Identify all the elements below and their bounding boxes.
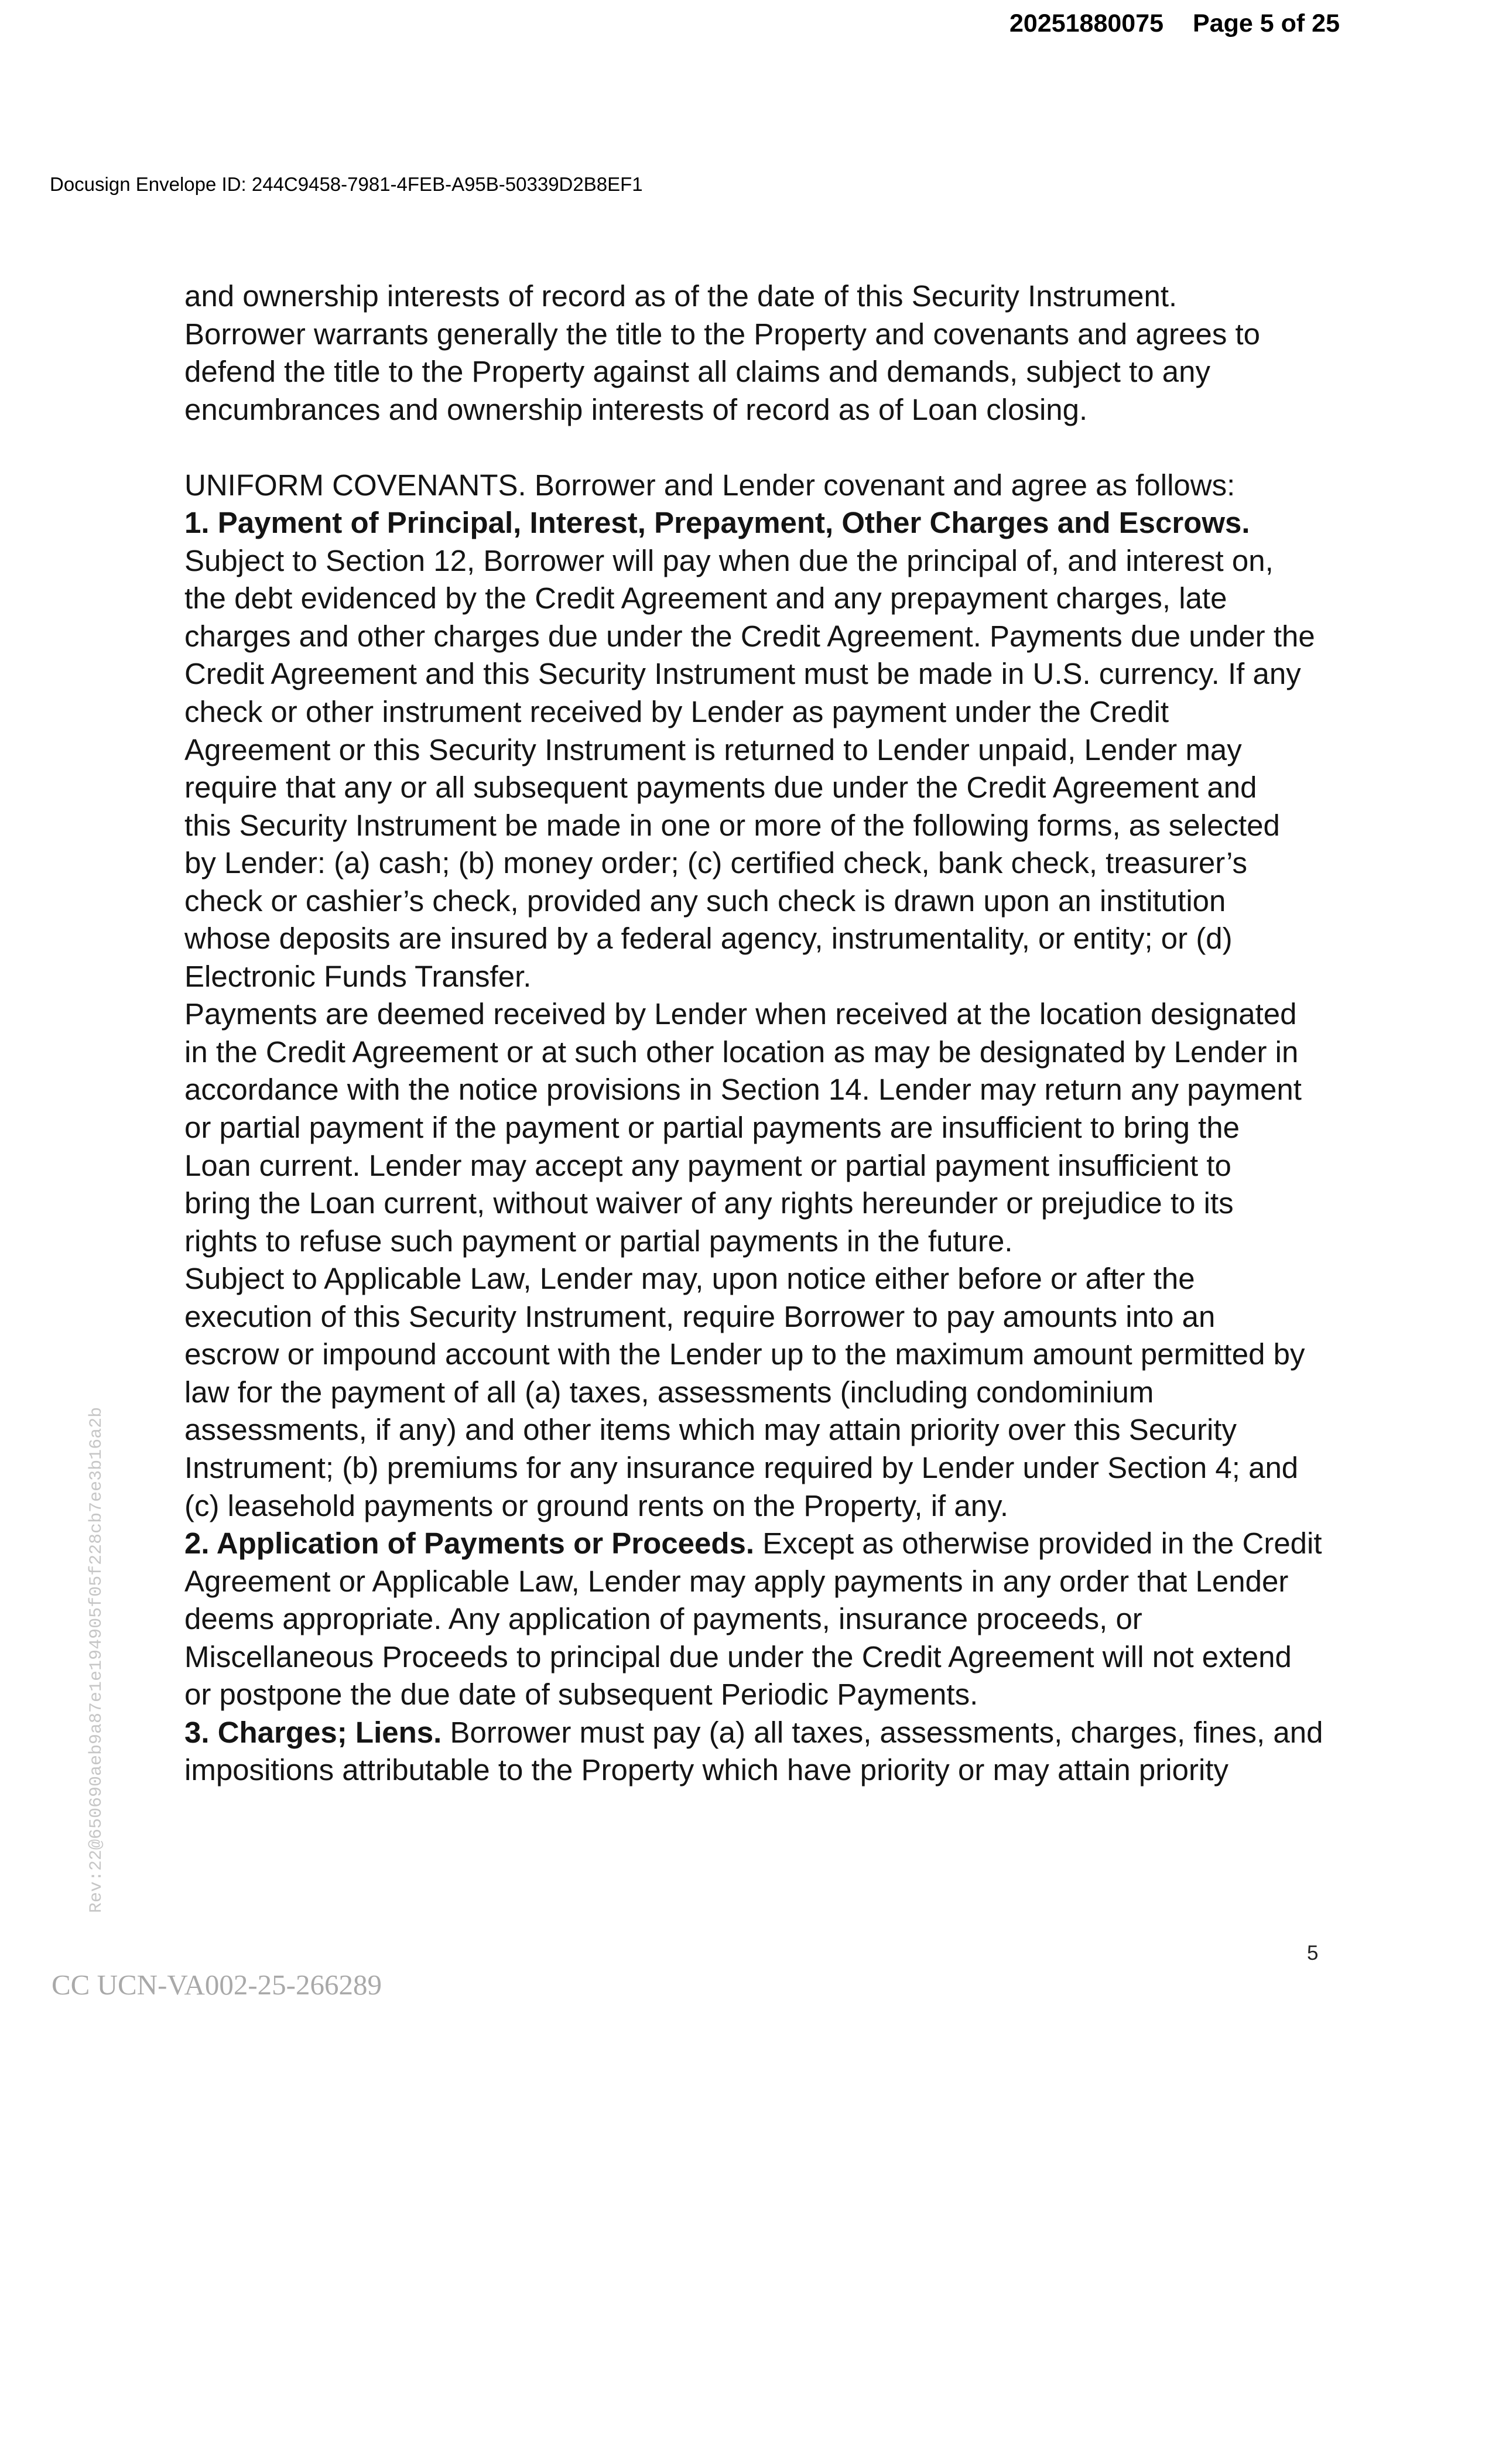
section-2-heading: 2. Application of Payments or Proceeds. <box>184 1527 755 1560</box>
section-2-text: Except as otherwise provided in the Credit <box>762 1527 1322 1560</box>
intro-line: and ownership interests of record as of the date of this Security Instrument. <box>184 279 1178 313</box>
text-line: deems appropriate. Any application of payments, insurance proceeds, or <box>184 1602 1142 1636</box>
intro-line: encumbrances and ownership interests of record as of Loan closing. <box>184 392 1088 426</box>
section-2-first-line <box>184 1525 1323 1563</box>
section-3-first-line <box>184 1714 1323 1752</box>
text-line: escrow or impound account with the Lender up to the maximum amount permitted by <box>184 1337 1305 1371</box>
ucn-stamp: CC UCN-VA002-25-266289 <box>52 1969 382 2001</box>
text-line: impositions attributable to the Property which have priority or may attain priority <box>184 1753 1228 1787</box>
document-body <box>184 278 1323 1789</box>
text-line: this Security Instrument be made in one or more of the following forms, as selected <box>184 808 1280 842</box>
text-line: whose deposits are insured by a federal agency, instrumentality, or entity; or (d) <box>184 922 1233 956</box>
text-line: law for the payment of all (a) taxes, assessments (including condominium <box>184 1375 1154 1409</box>
text-line: check or other instrument received by Lender as payment under the Credit <box>184 695 1169 729</box>
page-number: 5 <box>1307 1942 1319 1965</box>
section-3-text: Borrower must pay (a) all taxes, assessments, charges, fines, and <box>450 1715 1323 1749</box>
text-line: require that any or all subsequent payments due under the Credit Agreement and <box>184 771 1257 805</box>
section-1-heading: 1. Payment of Principal, Interest, Prepayment, Other Charges and Escrows. <box>184 506 1250 540</box>
docusign-envelope-id: Docusign Envelope ID: 244C9458-7981-4FEB-A95B-50339D2B8EF1 <box>50 173 643 195</box>
text-line: or partial payment if the payment or partial payments are insufficient to bring the <box>184 1111 1240 1145</box>
text-line: by Lender: (a) cash; (b) money order; (c) certified check, bank check, treasurer’s <box>184 846 1248 880</box>
text-line: accordance with the notice provisions in Section 14. Lender may return any payment <box>184 1073 1302 1107</box>
page-header <box>1009 8 1340 39</box>
text-line: Electronic Funds Transfer. <box>184 959 532 993</box>
text-line: Payments are deemed received by Lender when received at the location designated <box>184 997 1297 1031</box>
text-line: or postpone the due date of subsequent Periodic Payments. <box>184 1678 978 1712</box>
text-line: execution of this Security Instrument, require Borrower to pay amounts into an <box>184 1299 1216 1333</box>
text-line: Agreement or this Security Instrument is returned to Lender unpaid, Lender may <box>184 733 1242 766</box>
text-line: Agreement or Applicable Law, Lender may apply payments in any order that Lender <box>184 1564 1289 1598</box>
text-line: Miscellaneous Proceeds to principal due under the Credit Agreement will not extend <box>184 1640 1292 1674</box>
text-line: assessments, if any) and other items which may attain priority over this Security <box>184 1413 1237 1447</box>
text-line: Credit Agreement and this Security Instrument must be made in U.S. currency. If any <box>184 657 1301 691</box>
text-line: in the Credit Agreement or at such other location as may be designated by Lender in <box>184 1035 1299 1069</box>
intro-line: Borrower warrants generally the title to the Property and covenants and agrees to <box>184 317 1261 351</box>
text-line: Subject to Applicable Law, Lender may, upon notice either before or after the <box>184 1262 1195 1296</box>
revision-stamp: Rev:22@650690aeb9a87e1e194905f05f228cb7ee3b16a2b <box>87 1406 107 1913</box>
text-line: check or cashier’s check, provided any such check is drawn upon an institution <box>184 884 1226 918</box>
text-line: charges and other charges due under the Credit Agreement. Payments due under the <box>184 619 1315 653</box>
document-number: 20251880075 <box>1009 9 1164 37</box>
section-3-heading: 3. Charges; Liens. <box>184 1715 442 1749</box>
text-line: the debt evidenced by the Credit Agreement and any prepayment charges, late <box>184 581 1227 615</box>
text-line: rights to refuse such payment or partial payments in the future. <box>184 1224 1013 1258</box>
text-line: Instrument; (b) premiums for any insurance required by Lender under Section 4; and <box>184 1450 1299 1484</box>
text-line: bring the Loan current, without waiver of any rights hereunder or prejudice to its <box>184 1186 1234 1220</box>
uniform-covenants-line: UNIFORM COVENANTS. Borrower and Lender covenant and agree as follows: <box>184 468 1236 502</box>
text-line: Loan current. Lender may accept any payment or partial payment insufficient to <box>184 1148 1231 1182</box>
text-line: (c) leasehold payments or ground rents on the Property, if any. <box>184 1488 1009 1522</box>
page-indicator: Page 5 of 25 <box>1193 9 1340 37</box>
intro-line: defend the title to the Property against all claims and demands, subject to any <box>184 355 1211 389</box>
text-line: Subject to Section 12, Borrower will pay when due the principal of, and interest on, <box>184 543 1274 577</box>
